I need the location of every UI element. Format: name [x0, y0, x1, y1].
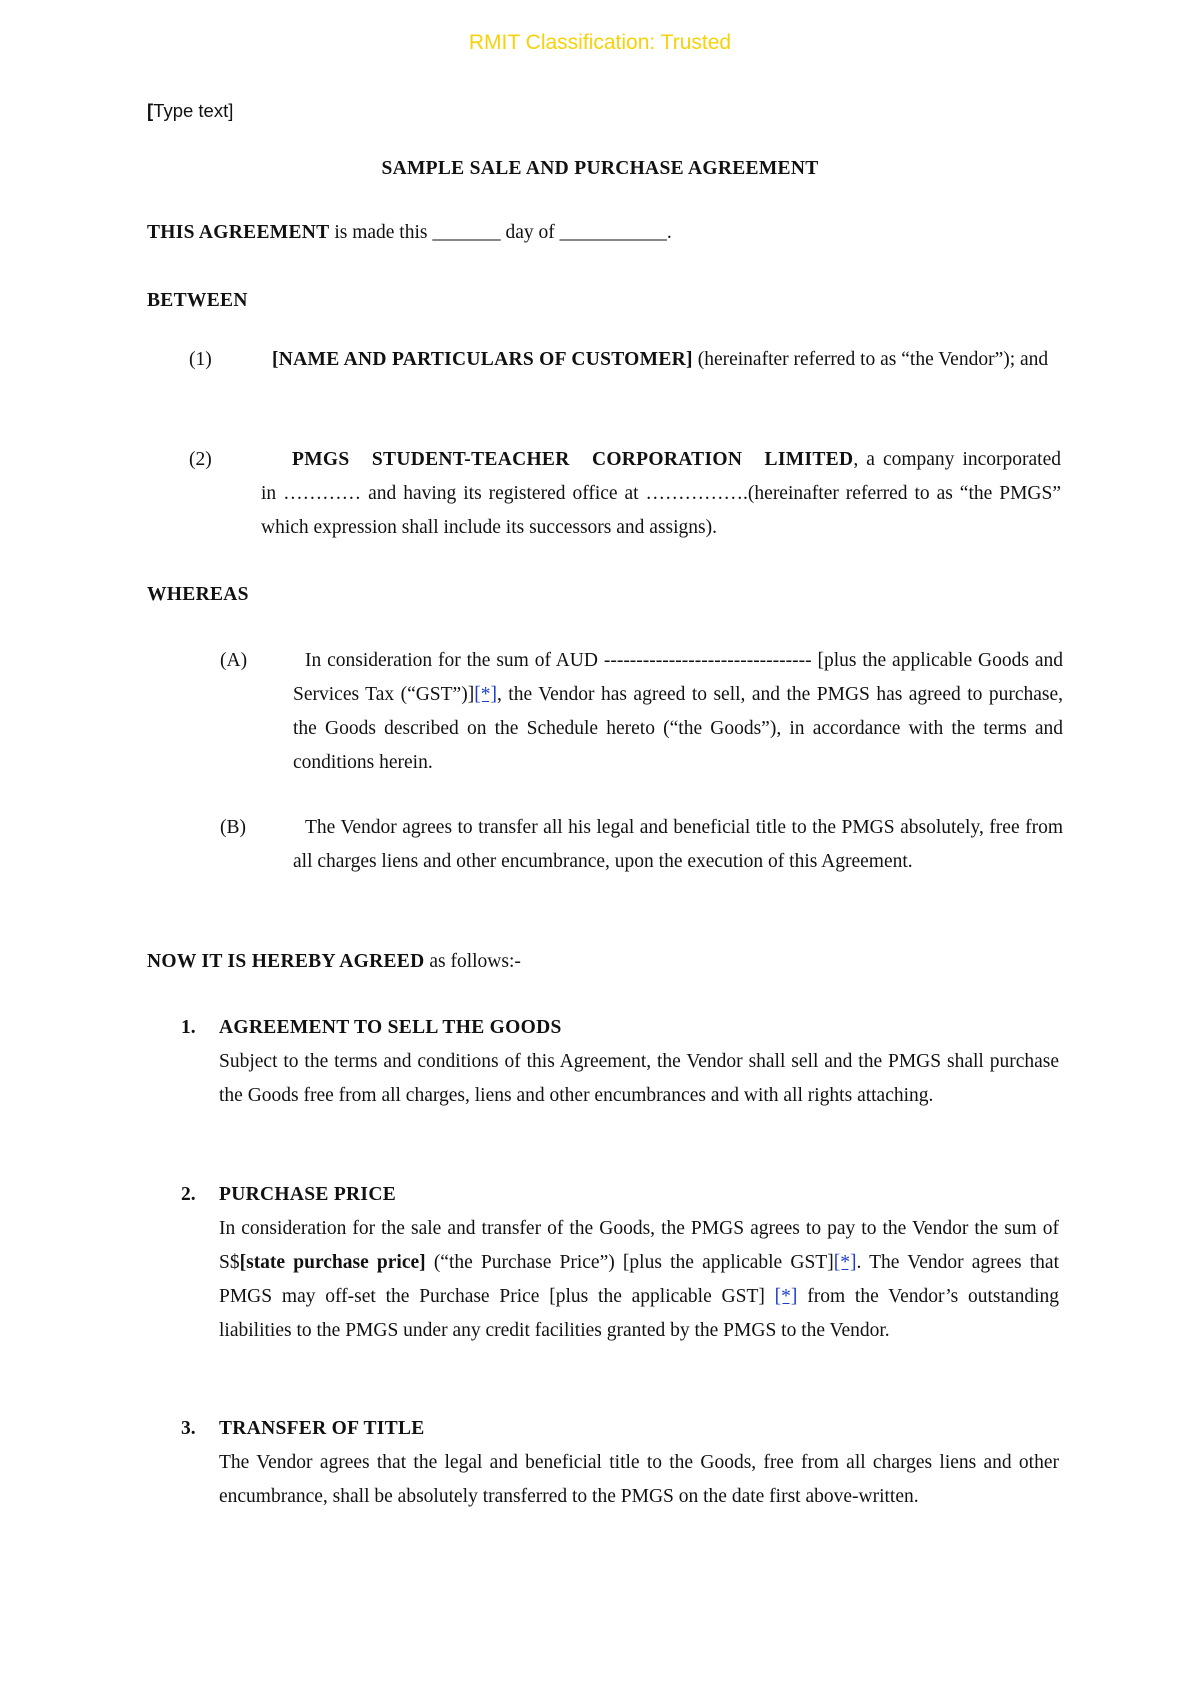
recital-a-text — [293, 644, 1063, 780]
clause-2-body-a: In consideration for the sale and transfer of the Goods, the PMGS agrees to pay to the Vendor the sum of S$ — [219, 1218, 1059, 1273]
recital-b-number: (B) — [220, 817, 246, 838]
clause-2-footnote-link-2[interactable]: [*] — [774, 1286, 798, 1307]
now-agreed — [147, 945, 1057, 979]
clause-3-body: The Vendor agrees that the legal and beneficial title to the Goods, free from all charges liens and other encumbrance, shall be absolutely transferred to the PMGS on the date first above-written. — [219, 1452, 1059, 1507]
intro-bold: THIS AGREEMENT — [147, 222, 330, 243]
clause-2-body-d: from the Vendor’s outstanding liabilities to the PMGS under any credit facilities granted by the PMGS to the Vendor. — [219, 1286, 1059, 1341]
clause-1-number: 1. — [181, 1017, 196, 1038]
clause-2-body-c: . The Vendor agrees that PMGS may off-set the Purchase Price [plus the applicable GST] — [219, 1252, 1059, 1307]
party-1-number: (1) — [189, 349, 212, 370]
classification-header: RMIT Classification: Trusted — [468, 31, 732, 54]
party-1-name: [NAME AND PARTICULARS OF CUSTOMER] — [272, 349, 693, 370]
agreement-intro — [147, 216, 1057, 250]
recital-b-text: The Vendor agrees to transfer all his legal and beneficial title to the PMGS absolutely, free from all charges liens and other encumbrance, upon the execution of this Agreement. — [293, 817, 1063, 872]
intro-rest: is made this _______ day of ___________. — [329, 222, 672, 243]
type-text-bracket: [ — [147, 100, 154, 121]
clause-2-number: 2. — [181, 1184, 196, 1205]
clause-1-title: AGREEMENT TO SELL THE GOODS — [219, 1017, 562, 1038]
party-1-rest: (hereinafter referred to as “the Vendor”); and — [692, 349, 1049, 370]
clause-3-number: 3. — [181, 1418, 196, 1439]
party-2-name: PMGS STUDENT-TEACHER CORPORATION LIMITED — [292, 449, 854, 470]
party-1-text — [261, 343, 1061, 377]
type-text-label: Type text] — [153, 100, 234, 121]
document-title: SAMPLE SALE AND PURCHASE AGREEMENT — [381, 158, 819, 179]
whereas-heading: WHEREAS — [147, 584, 249, 605]
clause-3-title: TRANSFER OF TITLE — [219, 1418, 425, 1439]
now-agreed-bold: NOW IT IS HEREBY AGREED — [147, 951, 425, 972]
clause-2-body-b: (“the Purchase Price”) [plus the applicable GST] — [425, 1252, 834, 1273]
clause-2-price-placeholder: [state purchase price] — [239, 1252, 426, 1273]
party-2-number: (2) — [189, 449, 212, 470]
between-heading: BETWEEN — [147, 290, 248, 311]
now-agreed-rest: as follows:- — [424, 951, 521, 972]
clause-2-footnote-link-1[interactable]: [*] — [833, 1252, 857, 1273]
recital-a-part1: In consideration for the sum of AUD -------------------------------- [plus the applicable Goods and Services Tax (“GST”)] — [293, 650, 1063, 705]
recital-a-part2: , the Vendor has agreed to sell, and the PMGS has agreed to purchase, the Goods described on the Schedule hereto (“the Goods”), in accordance with the terms and conditions herein. — [293, 684, 1063, 773]
type-text-placeholder — [147, 100, 233, 122]
clause-2-body — [219, 1212, 1059, 1348]
recital-a-number: (A) — [220, 650, 248, 671]
recital-a-footnote-link[interactable]: [*] — [474, 684, 497, 705]
party-2-text — [261, 443, 1061, 545]
clause-1-body: Subject to the terms and conditions of this Agreement, the Vendor shall sell and the PMGS shall purchase the Goods free from all charges, liens and other encumbrances and with all rights attaching. — [219, 1051, 1059, 1106]
party-2-rest: , a company incorporated in ………… and having its registered office at …………….(hereinafter referred to as “the PMGS” which expression shall include its successors and assigns). — [261, 449, 1061, 538]
clause-2-title: PURCHASE PRICE — [219, 1184, 397, 1205]
